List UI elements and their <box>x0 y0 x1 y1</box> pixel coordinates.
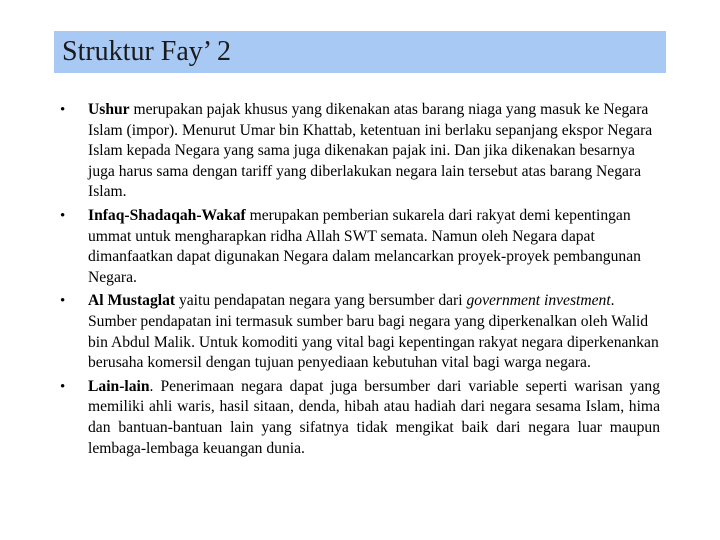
bullet-text: merupakan pemberian sukarela dari rakyat demi kepentingan ummat untuk mengharapkan ridha Allah SWT semata. Namun oleh Negara dapat dimanfaatkan dapat digunakan Negara dalam melancarkan proyek-proyek pembangunan Negara. <box>88 206 641 286</box>
bullet-item-lain-lain <box>60 377 660 459</box>
bullet-icon: • <box>60 293 66 310</box>
slide-title: Struktur Fay’ 2 <box>62 36 232 67</box>
bullet-item-mustaglat <box>60 291 660 373</box>
bullet-icon: • <box>60 207 66 224</box>
bullet-text: . Penerimaan negara dapat juga bersumber dari variable seperti warisan yang memiliki ahli waris, hasil sitaan, denda, hibah atau hadiah dari negara sesama Islam, hima dan bantuan-bantuan lain yang sifatnya tidak mengikat baik dari negara luar maupun lembaga-lembaga keuangan dunia. <box>88 377 660 457</box>
bullet-term: Ushur <box>88 101 130 118</box>
bullet-item-infaq <box>60 206 660 288</box>
bullet-text: yaitu pendapatan negara yang bersumber dari <box>175 292 467 310</box>
bullet-term: Al Mustaglat <box>88 292 176 310</box>
bullet-text: merupakan pajak khusus yang dikenakan atas barang niaga yang masuk ke Negara Islam (impor). Menurut Umar bin Khattab, ketentuan ini berlaku sepanjang ekspor Negara Islam kepada Negara yang sama juga dikenakan pajak ini. Dan jika dikenakan besarnya juga harus sama dengan tariff yang diberlakukan negara lain tersebut atas barang Negara Islam. <box>88 101 653 201</box>
bullet-list <box>60 100 660 462</box>
bullet-icon: • <box>60 102 66 118</box>
bullet-text: . Sumber pendapatan ini termasuk sumber baru bagi negara yang diperkenalkan oleh Walid bin Abdul Malik. Untuk komoditi yang vital bagi kepentingan rakyat negara diperkenankan berusaha komersil dengan tujuan penyediaan kebutuhan vital bagi warga negara. <box>88 292 659 372</box>
bullet-item-ushur <box>60 100 660 203</box>
bullet-term: Infaq-Shadaqah-Wakaf <box>88 206 246 224</box>
bullet-italic-text: government investment <box>466 292 611 310</box>
title-bar <box>54 31 666 73</box>
bullet-icon: • <box>60 378 66 395</box>
bullet-term: Lain-lain <box>88 377 150 395</box>
